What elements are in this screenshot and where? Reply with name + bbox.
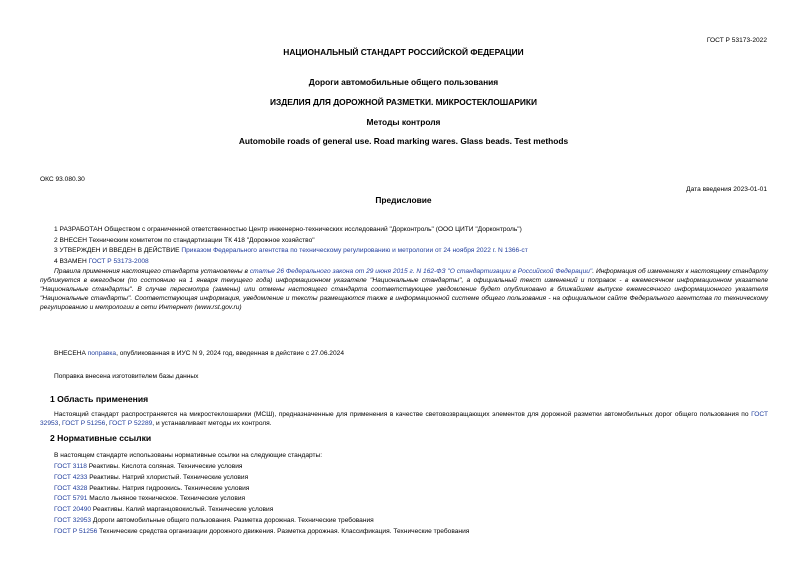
foreword-item-4: [54, 258, 149, 266]
foreword-item-3-text: 3 УТВЕРЖДЕН И ВВЕДЕН В ДЕЙСТВИЕ: [54, 247, 182, 254]
section-2-heading: 2 Нормативные ссылки: [50, 433, 152, 443]
section-1-text-start: Настоящий стандарт распространяется на микростеклошарики (МСШ), предназначенные для применения в качестве световозвращающих элементов для дорожной разметки автомобильных дорог общего пользования по: [54, 411, 752, 418]
reference-code-link[interactable]: ГОСТ 4328: [54, 485, 88, 492]
foreword-heading: Предисловие: [375, 195, 432, 205]
reference-list-item: [54, 495, 245, 503]
document-methods: Методы контроля: [366, 117, 441, 127]
reference-code-link[interactable]: ГОСТ 32953: [54, 517, 92, 524]
separator: ,: [58, 420, 63, 428]
doc-code: ГОСТ Р 53173-2022: [706, 37, 767, 44]
reference-code-link[interactable]: ГОСТ 5791: [54, 495, 88, 502]
reference-list-item: [54, 474, 248, 482]
reference-title: Реактивы. Калий марганцовокислый. Технические условия: [91, 506, 274, 513]
standard-title: НАЦИОНАЛЬНЫЙ СТАНДАРТ РОССИЙСКОЙ ФЕДЕРАЦИИ: [283, 47, 524, 57]
gost-r-51256-link[interactable]: ГОСТ Р 51256: [62, 420, 106, 428]
reference-list-item: [54, 485, 249, 493]
application-rules-paragraph: [40, 267, 768, 312]
reference-title: Дороги автомобильные общего пользования. Разметка дорожная. Технические требования: [91, 517, 374, 524]
section-2-intro: В настоящем стандарте использованы нормативные ссылки на следующие стандарты:: [54, 452, 323, 459]
approval-order-link[interactable]: Приказом Федерального агентства по техническому регулированию и метрологии от 24 ноября 2022 г. N 1366-ст: [181, 247, 528, 254]
replaced-standard-link[interactable]: ГОСТ Р 53173-2008: [88, 258, 149, 265]
reference-title: Реактивы. Натрий хлористый. Технические условия: [87, 474, 249, 481]
section-1-text-end: , и устанавливает методы их контроля.: [152, 420, 272, 428]
reference-title: Реактивы. Натрия гидроокись. Технические условия: [87, 485, 250, 492]
english-title: Automobile roads of general use. Road marking wares. Glass beads. Test methods: [238, 136, 569, 146]
gost-32953-link[interactable]: ГОСТ 32953: [40, 411, 768, 428]
reference-list-item: [54, 517, 374, 525]
reference-title: Реактивы. Кислота соляная. Технические условия: [86, 463, 243, 470]
amendment-note: Поправка внесена изготовителем базы данных: [54, 373, 199, 380]
gost-r-52289-link[interactable]: ГОСТ Р 52289: [108, 420, 153, 428]
amendment-prefix: ВНЕСЕНА: [54, 350, 88, 357]
foreword-item-4-text: 4 ВЗАМЕН: [54, 258, 89, 265]
intro-date: Дата введения 2023-01-01: [686, 186, 767, 193]
reference-list-item: [54, 463, 242, 471]
foreword-item-2: 2 ВНЕСЕН Техническим комитетом по стандартизации ТК 418 "Дорожное хозяйство": [54, 237, 315, 244]
amendment-suffix: , опубликованная в ИУС N 9, 2024 год, введенная в действие с 27.06.2024: [116, 350, 344, 357]
reference-code-link[interactable]: ГОСТ 4233: [54, 474, 88, 481]
reference-title: Масло льняное техническое. Технические условия: [87, 495, 246, 502]
reference-code-link[interactable]: ГОСТ Р 51256: [54, 528, 98, 535]
document-subject: ИЗДЕЛИЯ ДЛЯ ДОРОЖНОЙ РАЗМЕТКИ. МИКРОСТЕКЛОШАРИКИ: [269, 97, 538, 107]
document-topic: Дороги автомобильные общего пользования: [308, 77, 499, 87]
amendment-line: [54, 350, 344, 358]
reference-list-item: [54, 506, 273, 514]
separator: ,: [105, 420, 109, 428]
foreword-item-1: 1 РАЗРАБОТАН Обществом с ограниченной ответственностью Центр инженерно-технических исследований "Дорконтроль" (ООО ЦИТИ "Дорконтроль"): [54, 226, 522, 233]
reference-code-link[interactable]: ГОСТ 3118: [54, 463, 87, 470]
foreword-item-3: [54, 247, 528, 255]
oks-code: ОКС 93.080.30: [40, 176, 85, 183]
reference-title: Технические средства организации дорожного движения. Разметка дорожная. Классификация. Технические требования: [97, 528, 470, 535]
rules-text-end: . Информация об изменениях к настоящему стандарту публикуется в ежегодном (по состоянию на 1 января текущего года) информационном указателе "Национальные стандарты", а официальный текст изменений и поправок - в ежемесячном информационном указателе "Национальные стандарты". В случае пересмотра (замены) или отмены настоящего стандарта соответствующее уведомление будет опубликовано в ближайшем выпуске ежемесячного информационного указателя "Национальные стандарты". Соответствующая информация, уведомление и тексты размещаются также в информационной системе общего пользования - на официальном сайте Федерального агентства по техническому регулированию и метрологии в сети Интернет (www.rst.gov.ru): [40, 268, 768, 312]
reference-list-item: [54, 528, 469, 536]
amendment-link[interactable]: поправка: [87, 350, 117, 357]
section-1-heading: 1 Область применения: [50, 394, 149, 404]
rules-text-start: Правила применения настоящего стандарта установлены в: [54, 268, 250, 275]
section-1-paragraph: [40, 410, 768, 428]
federal-law-link[interactable]: статье 26 Федерального закона от 29 июня 2015 г. N 162-ФЗ "О стандартизации в Российской Федерации": [249, 268, 593, 275]
reference-code-link[interactable]: ГОСТ 20490: [54, 506, 92, 513]
